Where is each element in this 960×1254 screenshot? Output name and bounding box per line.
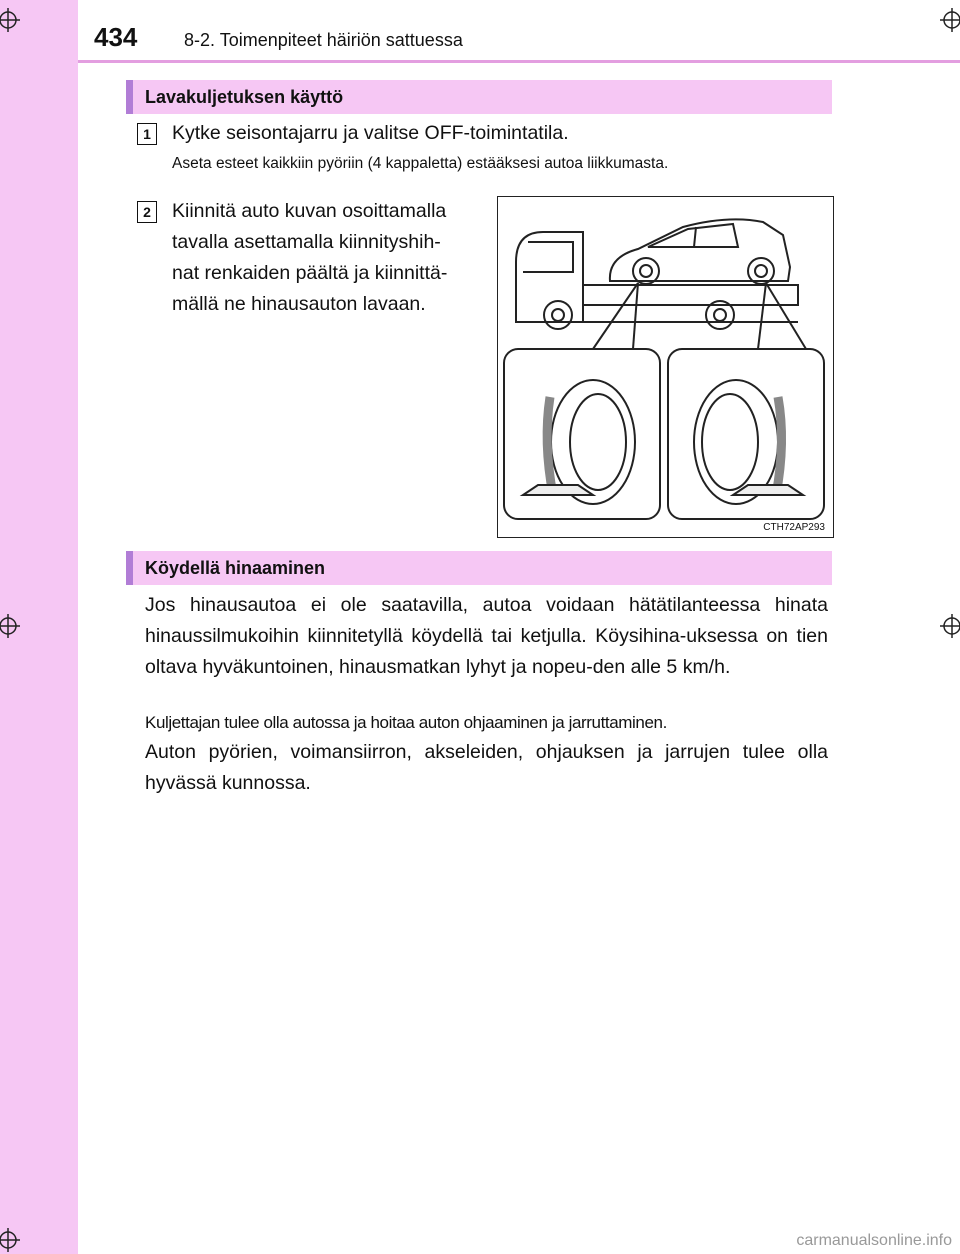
step-2-line: mällä ne hinausauton lavaan. bbox=[172, 293, 426, 315]
step-2-line: tavalla asettamalla kiinnityshih- bbox=[172, 231, 441, 253]
page-number: 434 bbox=[94, 22, 138, 52]
crop-mark-icon bbox=[0, 8, 20, 32]
paragraph-3: Auton pyörien, voimansiirron, akseleiden, ohjauksen ja jarrujen tulee olla hyvässä kunnossa. bbox=[145, 741, 828, 794]
section-heading-flatbed bbox=[126, 80, 832, 114]
flatbed-illustration bbox=[497, 196, 834, 538]
step-1-text: Kytke seisontajarru ja valitse OFF-toimintatila. bbox=[172, 122, 569, 144]
step-1-note: Aseta esteet kaikkiin pyöriin (4 kappaletta) estääksesi autoa liikkumasta. bbox=[172, 155, 669, 172]
step-number-1: 1 bbox=[137, 123, 157, 145]
watermark: carmanualsonline.info bbox=[796, 1232, 952, 1249]
flatbed-truck-icon bbox=[498, 197, 832, 536]
chapter-title: 8-2. Toimenpiteet häiriön sattuessa bbox=[184, 30, 463, 50]
paragraph-2: Kuljettajan tulee olla autossa ja hoitaa auton ohjaaminen ja jarruttaminen. bbox=[145, 713, 667, 732]
crop-mark-icon bbox=[0, 614, 20, 638]
step-2-line: nat renkaiden päältä ja kiinnittä- bbox=[172, 262, 448, 284]
crop-mark-icon bbox=[0, 1228, 20, 1252]
step-2-text bbox=[172, 196, 477, 320]
figure-code: CTH72AP293 bbox=[763, 522, 825, 533]
paragraph-1: Jos hinausautoa ei ole saatavilla, autoa voidaan hätätilanteessa hinata hinaussilmukoihin kiinnitetyllä köydellä tai ketjulla. Köysihina-uksessa on tien oltava hyväkuntoinen, hinausmatkan lyhyt ja nopeu-den alle 5 km/h. bbox=[145, 594, 828, 678]
section-title: Köydellä hinaaminen bbox=[145, 558, 326, 578]
crop-mark-icon bbox=[940, 614, 960, 638]
section-title: Lavakuljetuksen käyttö bbox=[145, 87, 344, 107]
step-2-line: Kiinnitä auto kuvan osoittamalla bbox=[172, 200, 447, 222]
section-heading-rope-towing bbox=[126, 551, 832, 585]
step-number-2: 2 bbox=[137, 201, 157, 223]
header-rule bbox=[78, 60, 960, 63]
crop-mark-icon bbox=[940, 8, 960, 32]
